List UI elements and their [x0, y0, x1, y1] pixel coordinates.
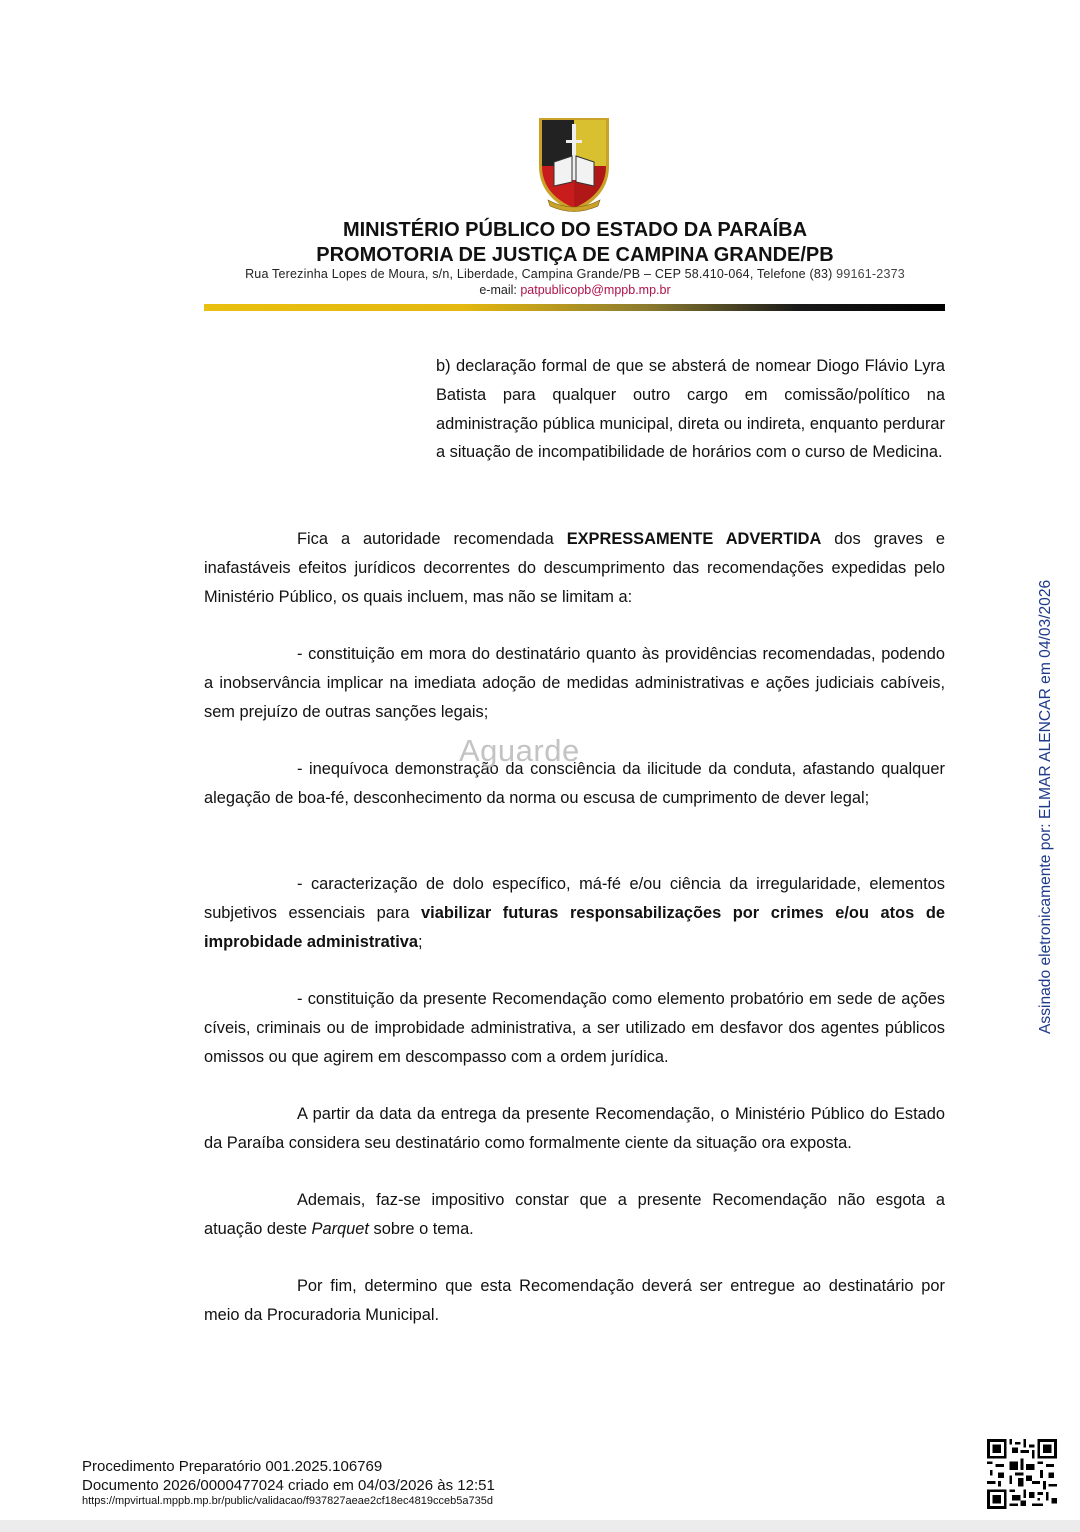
paragraph-ademais — [204, 1186, 945, 1244]
qr-code-icon[interactable] — [987, 1439, 1057, 1509]
paragraph-por-fim: Por fim, determino que esta Recomendação deverá ser entregue ao destinatário por meio da Procuradoria Municipal. — [204, 1277, 945, 1324]
phone-number: 99161-2373 — [836, 267, 905, 281]
paragraph-elemento-probatorio: - constituição da presente Recomendação como elemento probatório em sede de ações cíveis, criminais ou de improbidade administrativa, a ser utilizado em desfavor dos agentes públicos omissos ou que agirem em descompasso com a ordem jurídica. — [204, 990, 945, 1066]
address-text: Rua Terezinha Lopes de Moura, s/n, Liberdade, Campina Grande/PB – CEP 58.410-064, Telefone (83) — [245, 267, 837, 281]
footer-procedimento: Procedimento Preparatório 001.2025.106769 — [82, 1458, 383, 1475]
ministerio-publico-crest-logo — [534, 116, 614, 216]
paragraph-constituicao-mora: - constituição em mora do destinatário quanto às providências recomendadas, podendo a inobservância implicar na imediata adoção de medidas administrativas e ações judiciais cabíveis, sem prejuízo de outras sanções legais; — [204, 645, 945, 721]
page-bottom-strip — [0, 1520, 1080, 1532]
email-label: e-mail: — [479, 283, 521, 297]
paragraph-data-entrega: A partir da data da entrega da presente Recomendação, o Ministério Público do Estado da Paraíba considera seu destinatário como formalmente ciente da situação ora exposta. — [204, 1105, 945, 1152]
header-promotoria-name: PROMOTORIA DE JUSTIÇA DE CAMPINA GRANDE/PB — [316, 244, 834, 266]
paragraph-dolo-especifico — [204, 870, 945, 956]
p4-text-end: ; — [418, 932, 423, 951]
p7-text-end: sobre o tema. — [368, 1219, 474, 1238]
p1-bold-text: EXPRESSAMENTE ADVERTIDA — [566, 530, 822, 548]
paragraph-consciencia-ilicitude: - inequívoca demonstração da consciência da ilicitude da conduta, afastando qualquer alegação de boa-fé, desconhecimento da norma ou escusa de cumprimento de dever legal; — [204, 760, 945, 807]
header-address — [0, 267, 1080, 281]
header-ministry-name: MINISTÉRIO PÚBLICO DO ESTADO DA PARAÍBA — [342, 219, 808, 241]
paragraph-advertencia — [204, 525, 945, 611]
header-divider-bar — [204, 304, 945, 311]
footer-validation-url[interactable]: https://mpvirtual.mppb.mp.br/public/validacao/f937827aeae2cf18ec4819cceb5a735d — [82, 1495, 493, 1507]
paragraph-item-b: b) declaração formal de que se absterá de nomear Diogo Flávio Lyra Batista para qualquer outro cargo em comissão/político na administração pública municipal, direta ou indireta, enquanto perdurar a situação de incompatibilidade de horários com o curso de Medicina. — [436, 357, 945, 462]
footer-documento: Documento 2026/0000477024 criado em 04/03/2026 às 12:51 — [82, 1477, 495, 1494]
p1-text-end: dos graves e inafastáveis efeitos jurídicos decorrentes do descumprimento das recomendações expedidas pelo Ministério Público, os quais incluem, mas não se limitam a: — [204, 530, 945, 606]
p7-text-start: Ademais, faz-se impositivo constar que a presente Recomendação não esgota a atuação deste — [204, 1191, 945, 1238]
header-email-line — [0, 283, 1080, 297]
p7-italic-text: Parquet — [311, 1219, 369, 1238]
p4-bold-text: viabilizar futuras responsabilizações por crimes e/ou atos de improbidade administrativa — [204, 903, 945, 951]
p1-text-start: Fica a autoridade recomendada — [297, 530, 567, 548]
electronic-signature-stamp: Assinado eletronicamente por: ELMAR ALENCAR em 04/03/2026 — [1037, 579, 1054, 1034]
loading-watermark: Aguarde — [459, 733, 580, 768]
email-link[interactable]: patpublicopb@mppb.mp.br — [520, 283, 671, 297]
p4-text-start: - caracterização de dolo específico, má-fé e/ou ciência da irregularidade, elementos subjetivos essenciais para — [204, 875, 945, 922]
